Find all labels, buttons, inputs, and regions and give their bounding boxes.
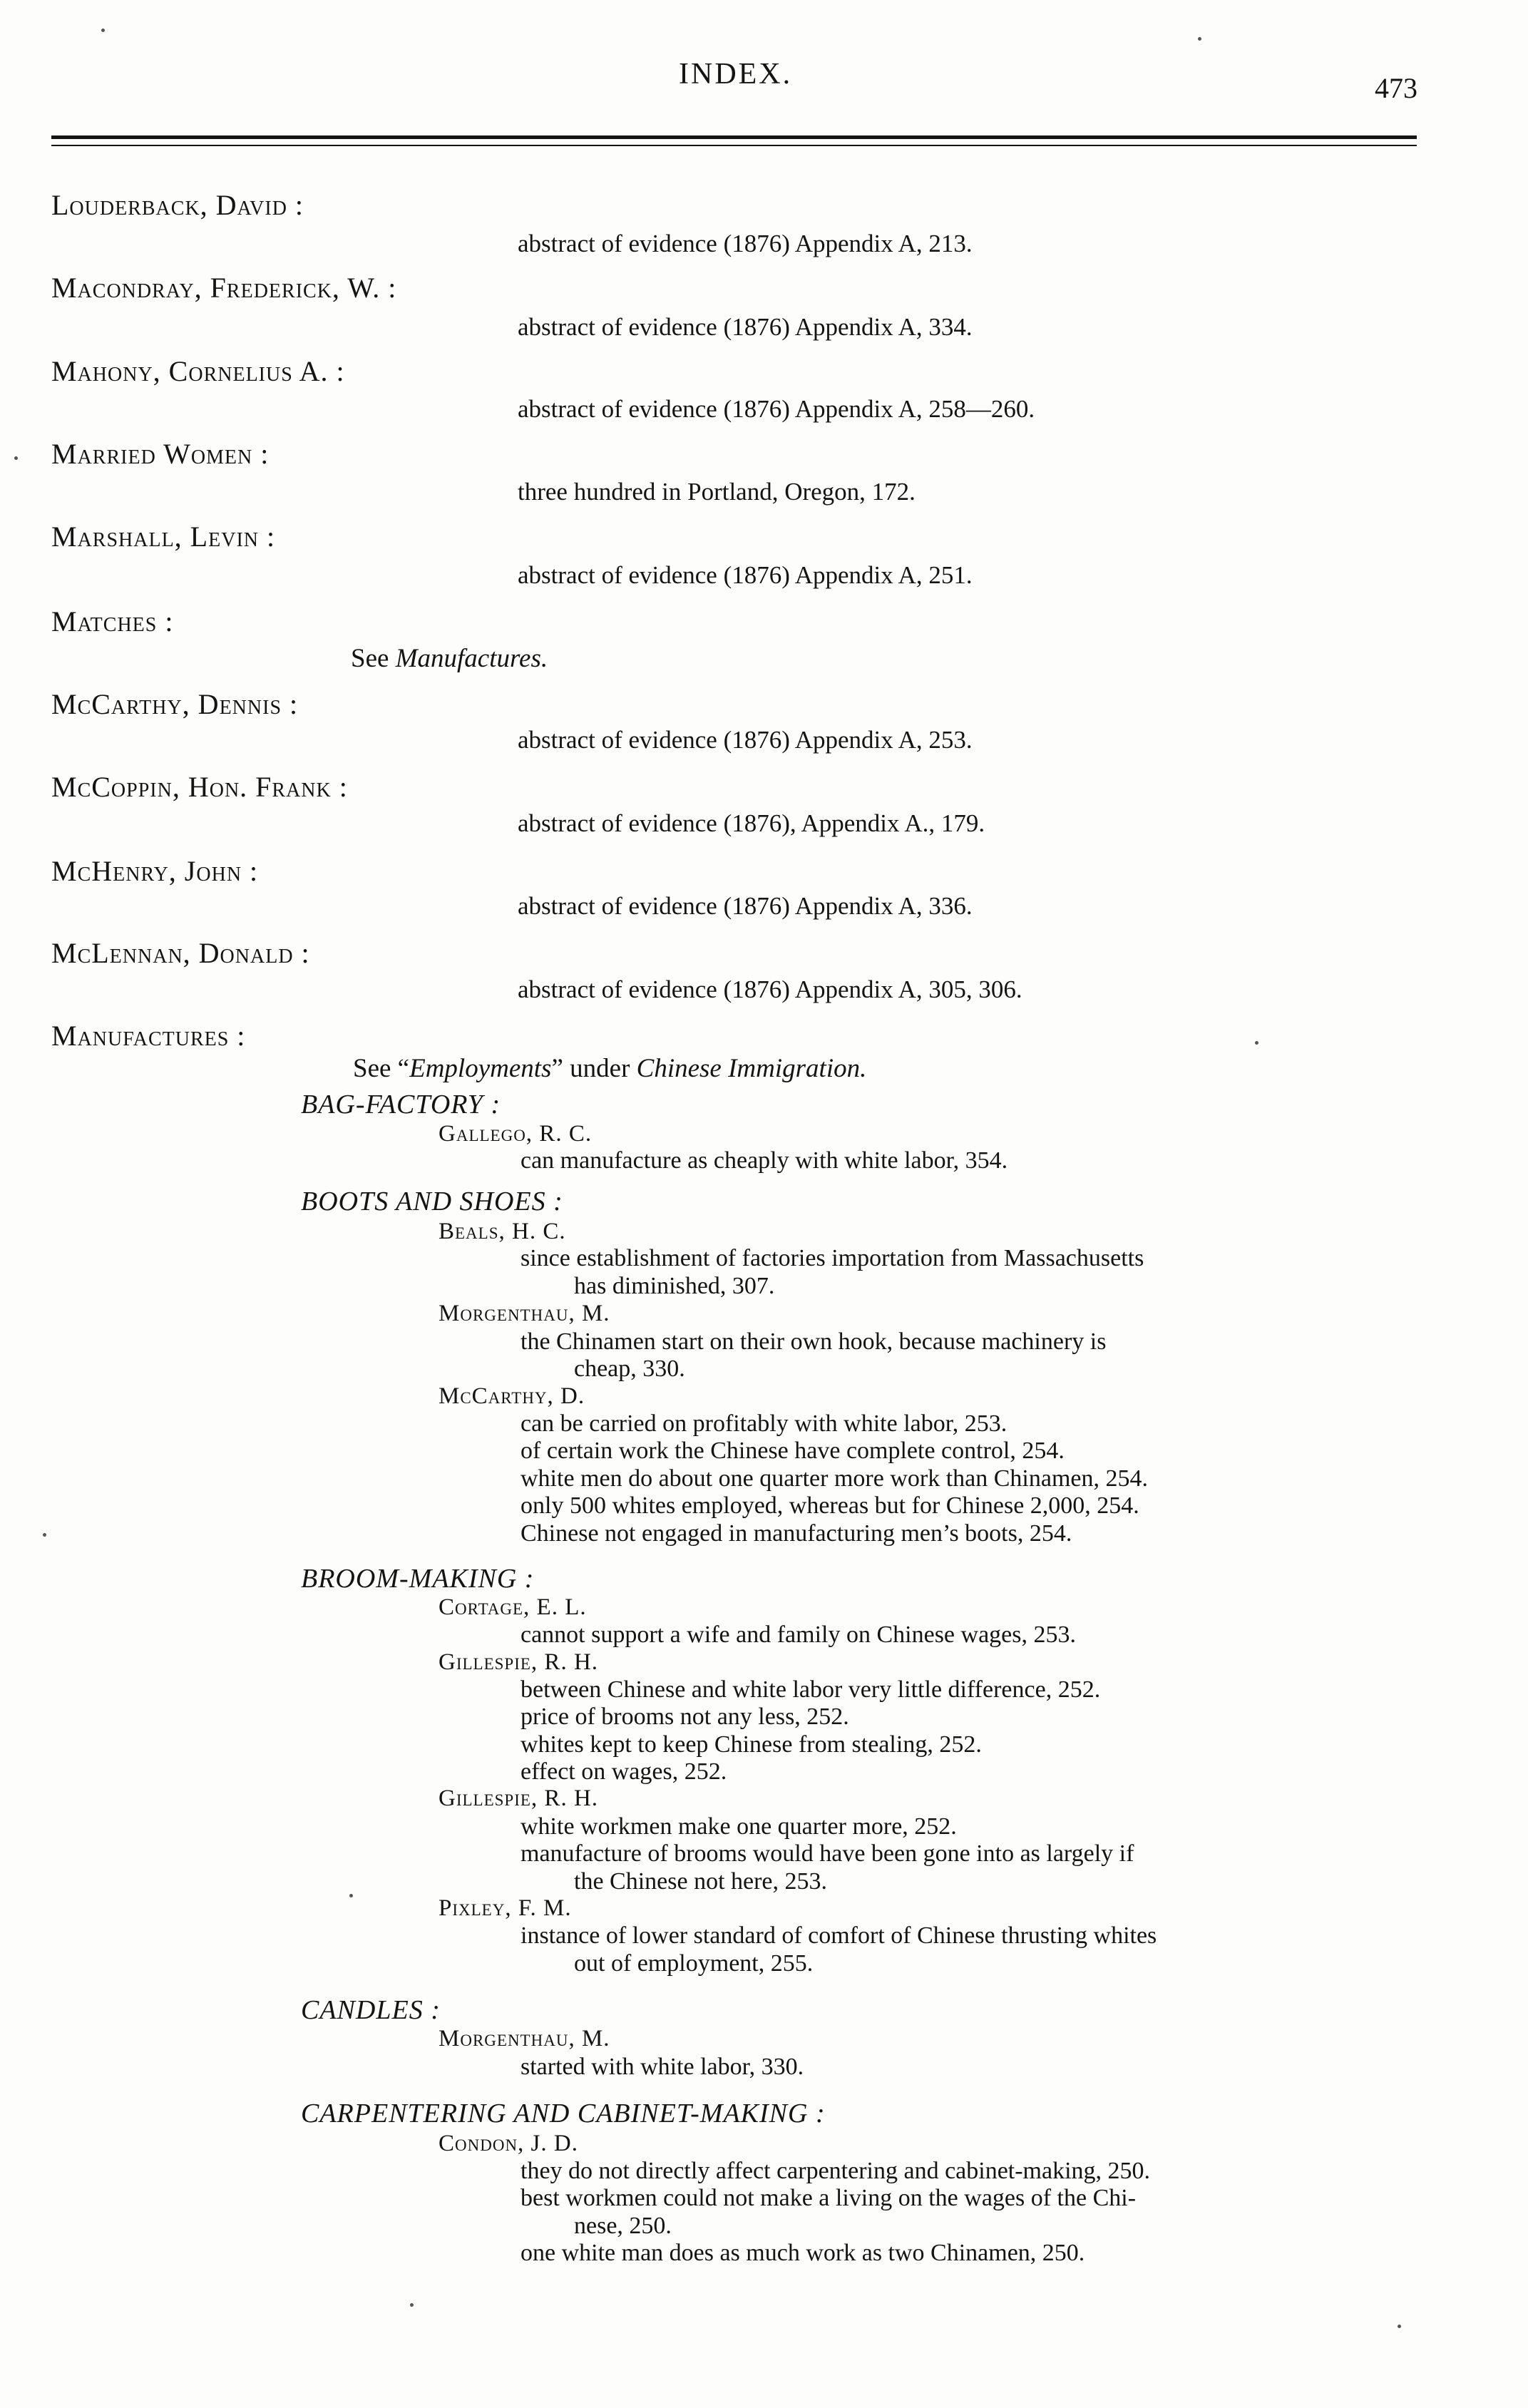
see-reference [351, 645, 548, 672]
page-number: 473 [1375, 72, 1417, 104]
index-subentry: one white man does as much work as two Chinamen, 250. [521, 2240, 1085, 2266]
scan-speck [1255, 1041, 1258, 1045]
index-entry-line: abstract of evidence (1876) Appendix A, 213. [518, 230, 973, 257]
index-entry-line: abstract of evidence (1876) Appendix A, 258—260. [518, 395, 1035, 423]
index-subentry-continued: cheap, 330. [574, 1356, 685, 1382]
index-subentry: instance of lower standard of comfort of Chinese thrusting whites [521, 1922, 1157, 1949]
index-entry-name: Manufactures : [51, 1020, 246, 1052]
index-subentry-continued: nese, 250. [574, 2213, 672, 2239]
index-entry-name: Macondray, Frederick, W. : [51, 272, 397, 304]
index-subentry: manufacture of brooms would have been gone into as largely if [521, 1840, 1134, 1867]
scan-speck [101, 29, 105, 32]
see-prefix: See “ [353, 1054, 410, 1083]
category-heading: BROOM-MAKING : [301, 1564, 535, 1594]
category-heading: BOOTS AND SHOES : [301, 1187, 563, 1216]
index-subentry: can be carried on profitably with white labor, 253. [521, 1410, 1007, 1437]
see-target: Employments [409, 1054, 552, 1083]
index-subentry: the Chinamen start on their own hook, because machinery is [521, 1328, 1107, 1355]
index-subentry: whites kept to keep Chinese from stealing, 252. [521, 1731, 982, 1758]
see-prefix: See [351, 644, 389, 673]
witness-name: Gallego, R. C. [439, 1121, 593, 1147]
witness-name: Morgenthau, M. [439, 1301, 610, 1326]
index-entry-name: Louderback, David : [51, 189, 304, 221]
see-target: Manufactures. [395, 644, 548, 673]
see-target: Chinese Immigration. [636, 1054, 867, 1083]
index-subentry: since establishment of factories importation from Massachusetts [521, 1245, 1144, 1271]
index-subentry: cannot support a wife and family on Chinese wages, 253. [521, 1621, 1076, 1648]
scan-speck [14, 456, 18, 460]
index-entry-name: McLennan, Donald : [51, 937, 310, 969]
index-subentry: white workmen make one quarter more, 252. [521, 1813, 957, 1840]
page-title: INDEX. [679, 58, 793, 91]
index-entry-line: abstract of evidence (1876), Appendix A., 179. [518, 809, 985, 837]
index-entry-line: abstract of evidence (1876) Appendix A, 305, 306. [518, 975, 1022, 1003]
header-rule-thin [51, 145, 1417, 146]
index-subentry: price of brooms not any less, 252. [521, 1703, 849, 1730]
index-subentry-continued: has diminished, 307. [574, 1273, 775, 1299]
header-rule [51, 135, 1417, 139]
witness-name: Condon, J. D. [439, 2131, 578, 2156]
index-subentry: started with white labor, 330. [521, 2054, 804, 2080]
category-heading: BAG-FACTORY : [301, 1090, 501, 1120]
category-heading: CANDLES : [301, 1995, 441, 2025]
witness-name: McCarthy, D. [439, 1383, 585, 1409]
witness-name: Cortage, E. L. [439, 1594, 587, 1620]
category-heading: CARPENTERING AND CABINET-MAKING : [301, 2099, 826, 2128]
index-entry-line: abstract of evidence (1876) Appendix A, 334. [518, 313, 973, 341]
witness-name: Pixley, F. M. [439, 1895, 572, 1921]
scan-speck [43, 1533, 46, 1537]
index-subentry: between Chinese and white labor very little difference, 252. [521, 1676, 1101, 1703]
index-subentry: Chinese not engaged in manufacturing men’s boots, 254. [521, 1520, 1072, 1547]
index-subentry: can manufacture as cheaply with white labor, 354. [521, 1147, 1008, 1174]
index-entry-line: three hundred in Portland, Oregon, 172. [518, 478, 916, 506]
witness-name: Gillespie, R. H. [439, 1649, 599, 1675]
index-entry-name: McCarthy, Dennis : [51, 688, 299, 720]
witness-name: Gillespie, R. H. [439, 1785, 599, 1811]
index-subentry: of certain work the Chinese have complete control, 254. [521, 1438, 1065, 1464]
index-subentry: effect on wages, 252. [521, 1758, 727, 1785]
index-subentry: best workmen could not make a living on the wages of the Chi- [521, 2185, 1137, 2211]
index-entry-line: abstract of evidence (1876) Appendix A, 253. [518, 726, 973, 754]
scan-speck [349, 1894, 353, 1897]
index-entry-line: abstract of evidence (1876) Appendix A, 251. [518, 561, 973, 589]
witness-name: Morgenthau, M. [439, 2026, 610, 2051]
scan-speck [1398, 2325, 1401, 2328]
scan-speck [1198, 37, 1201, 41]
index-entry-name: Marshall, Levin : [51, 521, 276, 553]
index-subentry: white men do about one quarter more work than Chinamen, 254. [521, 1465, 1148, 1492]
scan-speck [410, 2303, 414, 2307]
index-entry-name: Matches : [51, 605, 174, 637]
index-subentry-continued: out of employment, 255. [574, 1950, 814, 1977]
index-entry-name: Mahony, Cornelius A. : [51, 355, 345, 387]
witness-name: Beals, H. C. [439, 1219, 566, 1244]
index-entry-name: McCoppin, Hon. Frank : [51, 771, 348, 803]
see-middle: ” under [551, 1054, 637, 1083]
index-entry-line: abstract of evidence (1876) Appendix A, 336. [518, 892, 973, 920]
index-subentry: only 500 whites employed, whereas but for Chinese 2,000, 254. [521, 1492, 1139, 1519]
index-entry-name: McHenry, John : [51, 855, 259, 887]
see-reference [353, 1055, 866, 1082]
index-subentry-continued: the Chinese not here, 253. [574, 1868, 828, 1895]
index-subentry: they do not directly affect carpentering and cabinet-making, 250. [521, 2158, 1151, 2184]
index-entry-name: Married Women : [51, 438, 270, 470]
